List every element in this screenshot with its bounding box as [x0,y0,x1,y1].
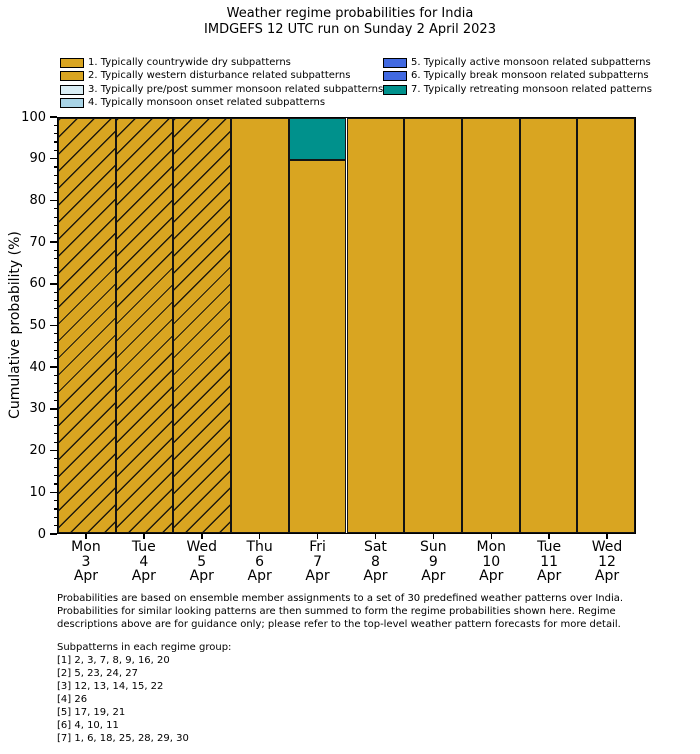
subpattern-line: [4] 26 [57,694,88,705]
legend-swatch [60,71,84,81]
bar-segment [231,118,289,533]
bar-segment [289,118,347,160]
x-tick-label-day: Sat [363,539,387,555]
x-tick-label-month: Apr [73,568,99,584]
y-tick-label: 90 [29,151,46,167]
y-tick-major [50,200,57,202]
x-tick-label [54,540,118,584]
y-tick-major [50,533,57,535]
bar-segment [116,118,174,533]
bar-segment [347,118,405,533]
x-tick-label [517,540,581,584]
x-tick-label [401,540,465,584]
x-tick-label-day: Thu [246,539,273,555]
y-tick-label: 10 [29,484,46,500]
x-tick-label-day: Sun [420,539,447,555]
x-tick-label-date: 12 [598,553,616,570]
y-tick-major [50,241,57,243]
x-tick-label-day: Mon [71,539,101,555]
x-tick-label [343,540,407,584]
subpattern-line: [6] 4, 10, 11 [57,720,119,731]
subpattern-line: [2] 5, 23, 24, 27 [57,668,138,679]
x-tick-label [170,540,234,584]
x-tick-label-month: Apr [247,568,272,584]
y-tick-major [50,283,57,285]
x-tick-label-day: Fri [309,539,326,555]
x-tick-label-day: Tue [537,539,562,555]
y-tick-label: 100 [21,109,46,125]
x-tick-label-day: Mon [476,539,507,555]
legend-swatch [383,71,407,81]
y-tick-label: 50 [29,318,46,333]
y-tick-label: 30 [29,401,46,417]
x-tick-label [228,540,292,584]
x-tick-label [112,540,176,584]
legend-item-label: 4. Typically monsoon onset related subpatterns [88,96,326,108]
y-tick-major [50,116,57,118]
legend-item-label: 6. Typically break monsoon related subpatterns [411,70,649,82]
x-tick-label-date: 6 [255,553,265,570]
legend-item-label: 1. Typically countrywide dry subpatterns [88,57,291,68]
x-tick-label-month: Apr [479,568,504,584]
bar-segment [58,118,116,533]
x-tick-label-month: Apr [421,568,446,584]
chart-subtitle: IMDGEFS 12 UTC run on Sunday 2 April 2023 [204,22,496,37]
chart-title: Weather regime probabilities for India [226,6,474,21]
legend-swatch [60,85,84,95]
subpatterns-block [57,641,231,745]
x-tick-label-month: Apr [363,568,388,584]
bar-segment [289,160,347,534]
x-tick-label-date: 5 [197,553,207,570]
x-tick-label-date: 10 [482,553,501,570]
x-tick-label-date: 11 [540,553,559,570]
legend-swatch [383,58,407,68]
footnote-line: Probabilities for similar looking patterns are then summed to form the regime probabilities shown here. Regime [57,605,616,617]
y-tick-major [50,450,57,452]
y-tick-label: 60 [29,276,46,292]
subpattern-line: [3] 12, 13, 14, 15, 22 [57,681,164,692]
legend-item-label: 5. Typically active monsoon related subpatterns [411,57,651,68]
bar-segment [577,118,635,533]
y-tick-major [50,492,57,494]
x-tick-label-day: Wed [186,539,218,555]
y-tick-label: 80 [29,192,46,208]
x-tick-label-date: 3 [81,553,91,570]
x-tick-label-date: 7 [313,553,322,570]
legend-item-label: 2. Typically western disturbance related subpatterns [88,70,351,82]
x-tick-label-month: Apr [537,568,562,584]
x-tick-label-date: 9 [428,553,438,570]
bar-segment [404,118,462,533]
footnote-line: descriptions above are for guidance only; please refer to the top-level weather pattern forecasts for more detail. [57,618,621,630]
x-tick-label-month: Apr [131,568,156,584]
y-tick-major [50,408,57,410]
y-tick-major [50,366,57,368]
legend-swatch [60,58,84,68]
bar-segment [173,118,231,533]
y-axis-label: Cumulative probability (%) [7,231,23,419]
subpattern-line: [1] 2, 3, 7, 8, 9, 16, 20 [57,655,170,666]
plot-area [57,117,636,534]
legend-swatch [383,85,407,95]
y-tick-label: 70 [29,234,46,250]
y-tick-label: 20 [29,443,46,459]
y-tick-major [50,158,57,160]
legend-item-label: 3. Typically pre/post summer monsoon related subpatterns [88,83,384,95]
subpattern-line: [7] 1, 6, 18, 25, 28, 29, 30 [57,733,189,744]
y-tick-major [50,325,57,327]
x-tick-label-date: 4 [139,553,149,570]
x-tick-label [286,540,350,584]
y-tick-label: 0 [37,526,46,542]
subpattern-line: [5] 17, 19, 21 [57,707,126,718]
x-tick-label-day: Wed [591,539,623,555]
x-tick-label-month: Apr [189,568,214,584]
x-tick-label-day: Tue [131,539,156,555]
bar-segment [520,118,578,533]
x-tick-label-date: 8 [370,553,380,570]
y-tick-label: 40 [29,359,46,375]
bar-segment [462,118,520,533]
x-tick-label-month: Apr [305,568,330,584]
x-tick-label-month: Apr [594,568,620,584]
legend-item-label: 7. Typically retreating monsoon related patterns [411,83,652,95]
footnote [57,593,623,631]
footnote-line: Probabilities are based on ensemble member assignments to a set of 30 predefined weather patterns over India. [57,593,624,604]
x-tick-label [459,540,523,584]
legend-swatch [60,98,84,108]
subpatterns-heading: Subpatterns in each regime group: [57,642,232,653]
x-tick-label [575,540,639,584]
